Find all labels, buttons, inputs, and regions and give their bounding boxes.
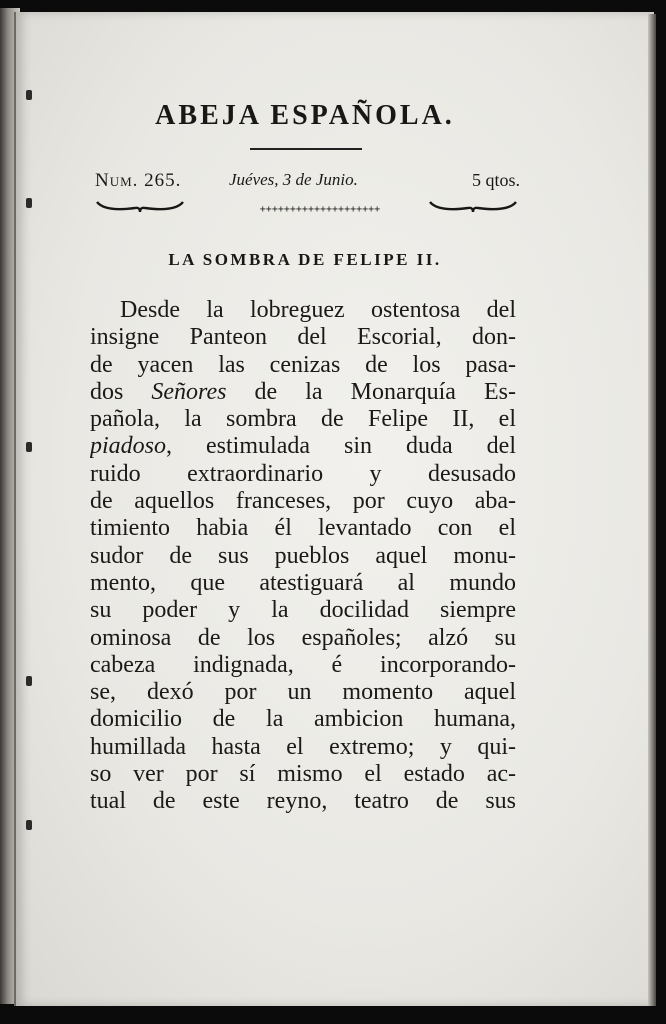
article-line: Desde la lobreguez ostentosa del (120, 297, 516, 323)
binding-stitch (26, 820, 32, 830)
article-line: pañola, la sombra de Felipe II, el (90, 406, 516, 433)
article-line: piadoso, estimulada sin duda del (90, 433, 516, 460)
article-line: sudor de sus pueblos aquel monu- (90, 542, 516, 569)
brace-ornament-right (428, 196, 518, 216)
article-line: ruido extraordinario y desusado (90, 460, 516, 487)
article-line: de yacen las cenizas de los pasa- (90, 351, 516, 378)
article-line: mento, que atestiguará al mundo (90, 569, 516, 596)
article-line: cabeza indignada, é incorporando- (90, 651, 516, 678)
article-line: ominosa de los españoles; alzó su (90, 624, 516, 651)
binding-stitch (26, 442, 32, 452)
article-line: timiento habia él levantado con el (90, 515, 516, 542)
ornamental-dotted-rule: ++++++++++++++++++++ (259, 204, 381, 215)
title-rule (250, 148, 362, 150)
article-line: de aquellos franceses, por cuyo aba- (90, 488, 516, 515)
issue-number: Num. 265. (95, 170, 182, 191)
article-line: dos Señores de la Monarquía Es- (90, 378, 516, 405)
article-line: humillada hasta el extremo; y qui- (90, 733, 516, 760)
binding-stitch (26, 676, 32, 686)
binding-stitch (26, 198, 32, 208)
binding-stitch (26, 90, 32, 100)
issue-info-row (95, 170, 520, 196)
article-line: tual de este reyno, teatro de sus (90, 788, 516, 815)
page-edge-shadow (648, 14, 656, 1006)
issue-date: Juéves, 3 de Junio. (229, 170, 358, 189)
article-title: LA SOMBRA DE FELIPE II. (168, 250, 442, 269)
brace-ornament-left (95, 196, 185, 216)
article-line: se, dexó por un momento aquel (90, 679, 516, 706)
publication-title: ABEJA ESPAÑOLA. (155, 100, 455, 131)
article-line: insigne Panteon del Escorial, don- (90, 324, 516, 351)
issue-price: 5 qtos. (471, 170, 520, 190)
article-line: so ver por sí mismo el estado ac- (90, 761, 516, 788)
article-line: su poder y la docilidad siempre (90, 597, 516, 624)
article-body (90, 297, 516, 816)
article-line: domicilio de la ambicion humana, (90, 706, 516, 733)
